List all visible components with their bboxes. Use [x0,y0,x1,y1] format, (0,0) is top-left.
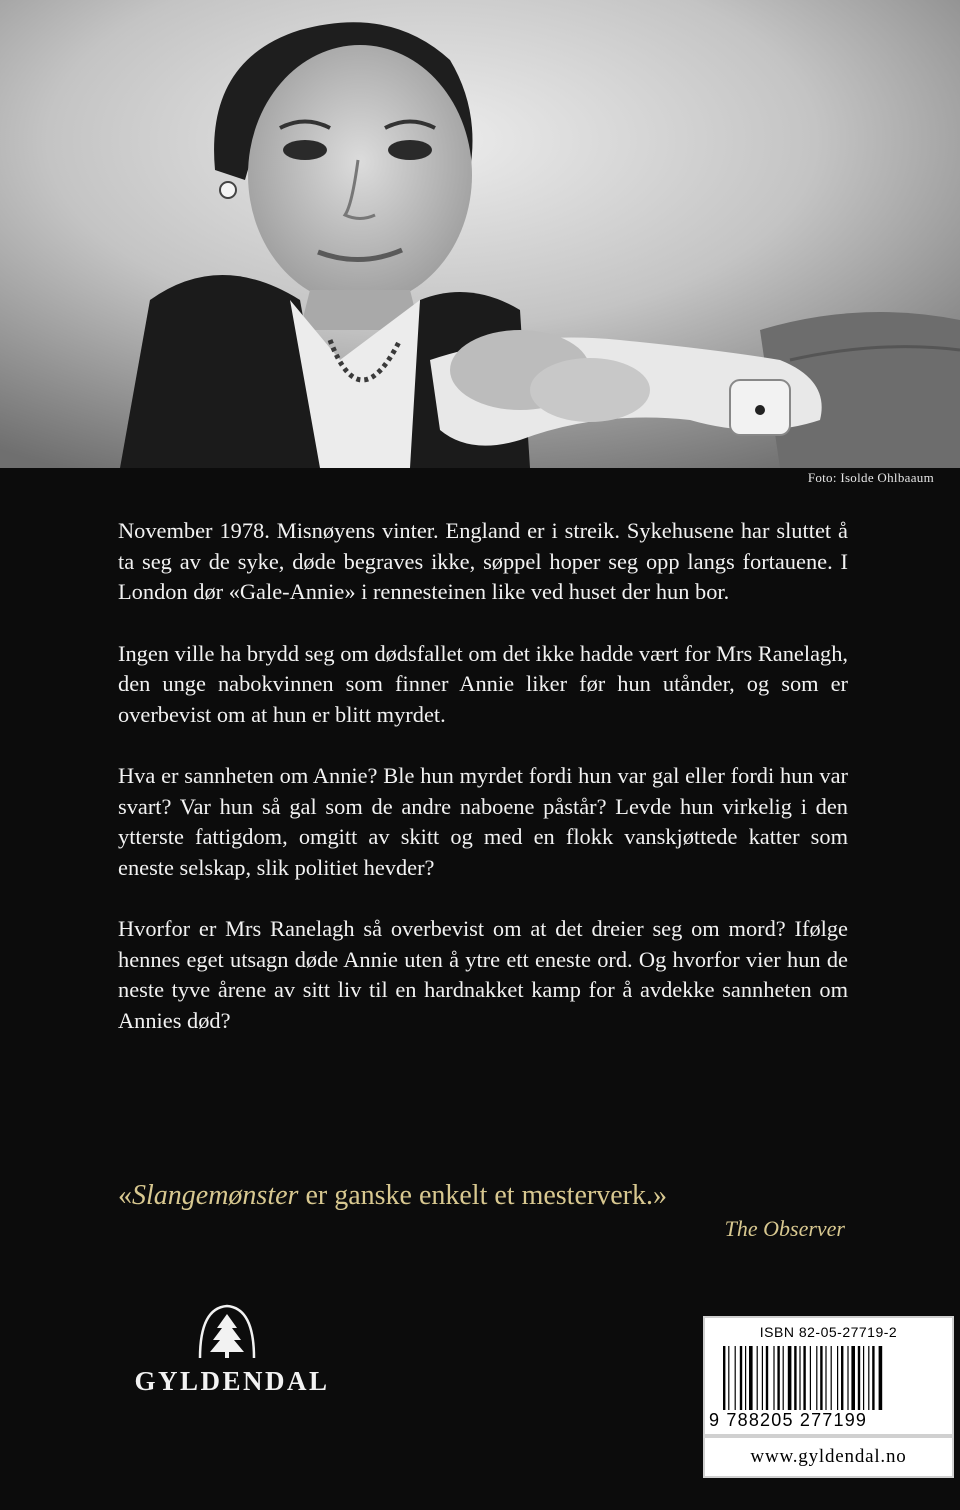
quote-text: er ganske enkelt et mesterverk.» [298,1180,667,1211]
barcode-bar [825,1346,826,1410]
blurb-paragraph: Hvorfor er Mrs Ranelagh så overbevist om at det dreier seg om mord? Ifølge hennes eget utsagn døde Annie uten å ytre ett eneste ord. Og hvorfor vier hun de neste tyve årene av sitt liv til en hardnakket kamp for å avdekke sannheten om Annies død? [118,916,848,1033]
publisher-url: www.gyldendal.no [750,1446,907,1467]
quote-source: The Observer [724,1216,845,1241]
barcode-bar [773,1346,774,1410]
barcode-bar [858,1346,860,1410]
quoted-book-title: Slangemønster [132,1180,299,1211]
barcode-bar [879,1346,883,1410]
barcode-bar [740,1346,742,1410]
barcode-bar [799,1346,800,1410]
barcode-bar [841,1346,843,1410]
ean-digits: 9 788205 277199 [709,1410,868,1430]
barcode-bar [749,1346,753,1410]
quote-open-mark: « [118,1180,132,1211]
barcode-bar [820,1346,822,1410]
barcode-bar [728,1346,729,1410]
barcode-bar [783,1346,784,1410]
barcode-bar [766,1346,768,1410]
barcode-box [703,1316,954,1436]
barcode-bar [851,1346,855,1410]
barcode-bar [735,1346,736,1410]
tree-logo-icon [196,1302,258,1360]
author-portrait-image [0,0,960,468]
isbn-label: ISBN 82-05-27719-2 [759,1324,898,1340]
barcode-bar [868,1346,869,1410]
publisher-name: GYLDENDAL [134,1366,330,1396]
barcode-bar [777,1346,779,1410]
blurb-paragraph: Hva er sannheten om Annie? Ble hun myrdet fordi hun var gal eller fordi hun var svart? Var hun så gal som de andre naboene påstår? Levde hun virkelig i den ytterste fattigdom, omgitt av skitt og med en flokk vanskjøttede katter som eneste selskap, slik politiet hevder? [118,763,848,880]
barcode-bar [757,1346,758,1410]
barcode-bar [762,1346,763,1410]
barcode-bar [847,1346,848,1410]
barcode-bar [723,1346,725,1410]
barcode-bar [837,1346,838,1410]
barcode-bar [816,1346,817,1410]
photo-credit: Foto: Isolde Ohlbaaum [807,470,934,485]
barcode-bar [803,1346,805,1410]
barcode-bar [788,1346,792,1410]
blurb-paragraph: Ingen ville ha brydd seg om dødsfallet om det ikke hadde vært for Mrs Ranelagh, den unge nabokvinnen som finner Annie liker før hun utånder, og som er overbevist om at hun er blitt myrdet. [118,640,848,727]
website-box [703,1436,954,1478]
barcode-bar [810,1346,811,1410]
barcode-bar [872,1346,874,1410]
barcode-bar [745,1346,746,1410]
barcode-bars [723,1346,937,1410]
blurb-paragraph: November 1978. Misnøyens vinter. England er i streik. Sykehusene har sluttet å ta seg av de syke, døde begraves ikke, søppel hoper seg opp langs fortauene. I London dør «Gale-Annie» i rennesteinen like ved huset der hun bor. [118,518,848,604]
review-quote [118,1180,848,1212]
barcode-bar [794,1346,796,1410]
barcode-bar [831,1346,832,1410]
barcode-bar [863,1346,864,1410]
blurb-text [118,516,848,1067]
author-photo [0,0,960,468]
